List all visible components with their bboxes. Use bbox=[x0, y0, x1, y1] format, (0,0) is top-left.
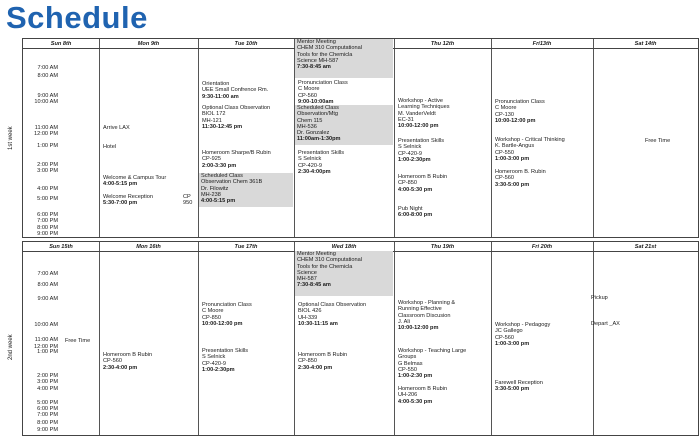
time-label: 7:00 PM bbox=[37, 412, 58, 418]
time-label: 12:00 PM bbox=[34, 344, 58, 350]
event-thu-workshop-planning: Workshop - Planning & Running Effective Classroom Discusion J. Ali 10:00-12:00 pm bbox=[398, 300, 456, 332]
time-label: 6:00 PM bbox=[37, 406, 58, 412]
event-mon-welcome-tour: Welcome & Campus Tour 4:00-5:15 pm bbox=[103, 175, 167, 188]
time-label: 8:00 PM bbox=[37, 225, 58, 231]
day-header-thu: Thu 12th bbox=[394, 39, 491, 49]
time-label: 8:00 AM bbox=[37, 282, 58, 288]
day-header-sun: Sun 8th bbox=[23, 39, 99, 49]
time-label: 10:00 AM bbox=[34, 322, 58, 328]
time-label: 9:00 AM bbox=[37, 93, 58, 99]
event-wed-mentor: Mentor Meeting CHEM 310 Computational Tools for the Chemicla Science MH-587 7:30-8:45 am bbox=[295, 39, 393, 78]
day-header-fri: Fri13th bbox=[491, 39, 593, 49]
time-label: 1:00 PM bbox=[37, 349, 58, 355]
day-header-tue: Tue 17th bbox=[198, 242, 294, 252]
event-mon-welcome-reception: Welcome Reception 5:30-7:00 pm bbox=[103, 194, 153, 207]
time-label: 7:00 PM bbox=[37, 218, 58, 224]
week1-label: 1st week bbox=[8, 126, 14, 150]
time-label: 9:00 PM bbox=[37, 231, 58, 237]
event-fri-farewell: Farewell Reception 3:30-5:00 pm bbox=[495, 380, 543, 393]
time-label: 1:00 PM bbox=[37, 143, 58, 149]
event-wed-observation: Optional Class Observation BIOL 426 UH-339 10:30-11:15 am bbox=[298, 302, 367, 327]
day-header-sun: Sun 15th bbox=[23, 242, 99, 252]
week1-grid bbox=[22, 38, 699, 238]
day-header-fri: Fri 20th bbox=[491, 242, 593, 252]
page-title: Schedule bbox=[6, 0, 148, 35]
time-label: 5:00 PM bbox=[37, 400, 58, 406]
time-label: 11:00 AM bbox=[34, 125, 58, 131]
event-thu-homeroom: Homeroom B Rubin CP-850 4:00-5:30 pm bbox=[398, 174, 448, 193]
time-label: 9:00 AM bbox=[37, 296, 58, 302]
time-label: 5:00 PM bbox=[37, 196, 58, 202]
day-header-mon: Mon 16th bbox=[99, 242, 198, 252]
day-header-mon: Mon 9th bbox=[99, 39, 198, 49]
time-label: 2:00 PM bbox=[37, 373, 58, 379]
day-header-wed: Wed 18th bbox=[294, 242, 394, 252]
event-mon-homeroom: Homeroom B Rubin CP-560 2:30-4:00 pm bbox=[103, 352, 153, 371]
event-sat-pickup: Pickup bbox=[591, 295, 608, 301]
event-fri-workshop: Workshop - Pedagogy JC Gallego CP-560 1:00-3:00 pm bbox=[495, 322, 551, 347]
event-fri-homeroom: Homeroom B. Rubin CP-560 3:30-5:00 pm bbox=[495, 169, 546, 188]
event-tue-pronunciation: Pronunciation Class C Moore CP-850 10:00-12:00 pm bbox=[202, 302, 252, 327]
time-label: 8:00 PM bbox=[37, 420, 58, 426]
event-mon-hotel: Hotel bbox=[103, 144, 117, 150]
time-label: 3:00 PM bbox=[37, 379, 58, 385]
event-wed-homeroom: Homeroom B Rubin CP-850 2:30-4:00 pm bbox=[298, 352, 348, 371]
event-fri-workshop: Workshop - Critical Thinking K. Bartle-Angus CP-550 1:00-3:00 pm bbox=[495, 137, 565, 162]
event-tue-homeroom: Homeroom Sharpe/B Rubin CP-925 2:00-3:30 pm bbox=[202, 150, 271, 169]
day-header-tue: Tue 10th bbox=[198, 39, 294, 49]
time-label: 11:00 AM bbox=[34, 337, 58, 343]
time-label: 2:00 PM bbox=[37, 162, 58, 168]
event-sat-depart: Depart _AX bbox=[591, 321, 620, 327]
event-tue-orientation: Orientation UEE Small Confrence Rm. 9:30-11:00 am bbox=[202, 81, 269, 100]
time-label: 7:00 AM bbox=[37, 271, 58, 277]
time-label: 7:00 AM bbox=[37, 65, 58, 71]
week2-grid bbox=[22, 241, 699, 436]
event-wed-presentation: Presentation Skills S Selnick CP-420-9 2:30-4:00pm bbox=[298, 150, 345, 175]
event-thu-homeroom: Homeroom B Rubin UH-206 4:00-5:30 pm bbox=[398, 386, 448, 405]
event-sun-free-time: Free Time bbox=[65, 338, 91, 344]
time-label: 9:00 PM bbox=[37, 427, 58, 433]
event-tue-scheduled-class: Scheduled Class Observation Chem 361B Dr. Filowitz MH-238 4:00-5:15 pm bbox=[199, 173, 293, 207]
event-wed-mentor: Mentor Meeting CHEM 310 Computational Tools for the Chemicla Science MH-587 7:30-8:45 am bbox=[295, 251, 393, 296]
time-label: 4:00 PM bbox=[37, 386, 58, 392]
event-thu-pub-night: Pub Night 6:00-8:00 pm bbox=[398, 206, 433, 219]
day-header-thu: Thu 19th bbox=[394, 242, 491, 252]
time-label: 3:00 PM bbox=[37, 168, 58, 174]
event-tue-observation: Optional Class Observation BIOL 172 MH-121 11:30-12:45 pm bbox=[202, 105, 271, 130]
event-mon-arrive: Arrive LAX bbox=[103, 125, 130, 131]
event-thu-presentation: Presentation Skills S Selnick CP-420-9 1:00-2:30pm bbox=[398, 138, 445, 163]
event-wed-pronunciation: Pronunciation Class C Moore CP-560 9:00-10:00am bbox=[298, 80, 348, 105]
event-thu-workshop: Workshop - Active Learning Techniques M. VanderVeldt EC-31 10:00-12:00 pm bbox=[398, 98, 450, 130]
week2-label: 2nd week bbox=[8, 334, 14, 360]
time-label: 4:00 PM bbox=[37, 186, 58, 192]
event-mon-cp: CP 950 bbox=[183, 194, 193, 207]
event-fri-pronunciation: Pronunciation Class C Moore CP-130 10:00-12:00 pm bbox=[495, 99, 545, 124]
day-header-sat: Sat 14th bbox=[593, 39, 698, 49]
time-label: 12:00 PM bbox=[34, 131, 58, 137]
time-label: 10:00 AM bbox=[34, 99, 58, 105]
event-sat-free-time: Free Time bbox=[645, 138, 671, 144]
event-wed-observation: Scheduled Class Observation/Mtg Chem 115 MH-536 Dr. Gonzalez 11:00am-1:30pm bbox=[295, 105, 393, 145]
time-label: 6:00 PM bbox=[37, 212, 58, 218]
event-thu-workshop-groups: Workshop - Teaching Large Groups G Belmas CP-550 1:00-2:30 pm bbox=[398, 348, 467, 380]
time-label: 8:00 AM bbox=[37, 73, 58, 79]
event-tue-presentation: Presentation Skills S Selnick CP-420-9 1:00-2:30pm bbox=[202, 348, 249, 373]
day-header-sat: Sat 21st bbox=[593, 242, 698, 252]
